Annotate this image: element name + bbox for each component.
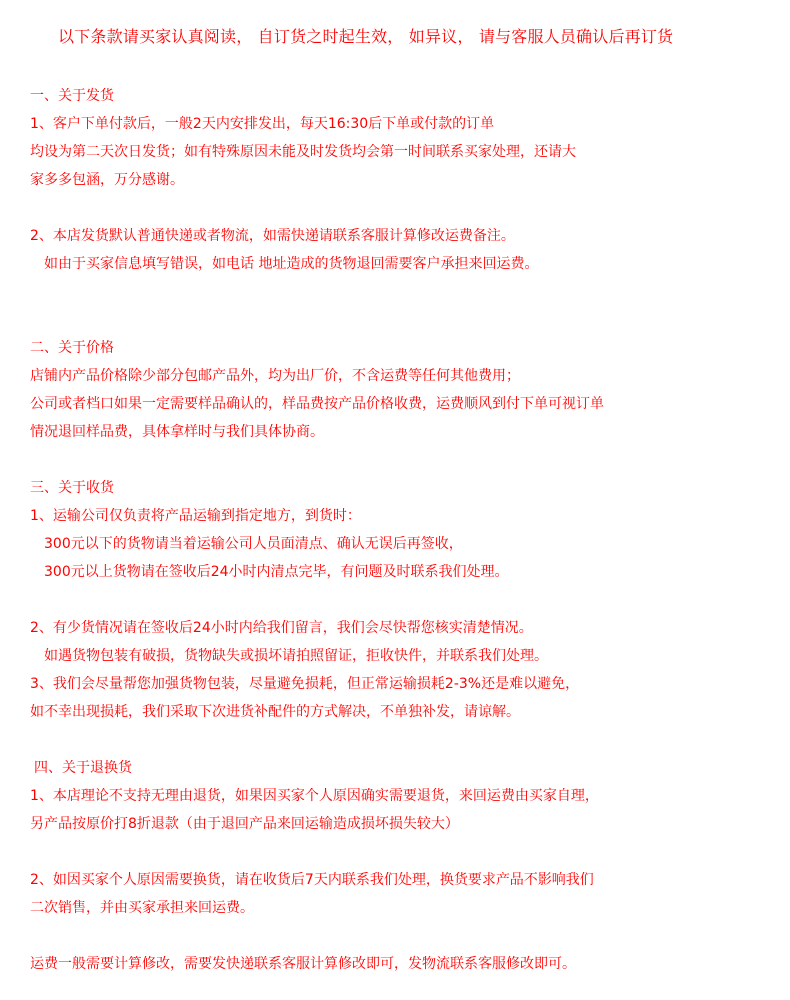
- section-4-line: 另产品按原价打8折退款（由于退回产品来回运输造成损坏损失较大）: [30, 816, 459, 832]
- section-3-line: 1、运输公司仅负责将产品运输到指定地方，到货时：: [30, 508, 361, 524]
- document-title: 以下条款请买家认真阅读， 自订货之时起生效， 如异议， 请与客服人员确认后再订货: [58, 27, 674, 46]
- section-2-line: 店铺内产品价格除少部分包邮产品外，均为出厂价，不含运费等任何其他费用；: [30, 368, 520, 384]
- section-4-line: 二次销售，并由买家承担来回运费。: [30, 900, 254, 916]
- section-3-line: 3、我们会尽量帮您加强货物包装，尽量避免损耗，但正常运输损耗2-3%还是难以避免，: [30, 676, 580, 692]
- section-1-line: 如由于买家信息填写错误，如电话 地址造成的货物退回需要客户承担来回运费。: [44, 256, 539, 272]
- section-3-line: 如遇货物包装有破损，货物缺失或损坏请拍照留证，拒收快件，并联系我们处理。: [44, 648, 548, 664]
- section-3-heading: 三、关于收货: [30, 480, 114, 496]
- section-2-line: 情况退回样品费，具体拿样时与我们具体协商。: [30, 424, 324, 440]
- section-2-line: 公司或者档口如果一定需要样品确认的，样品费按产品价格收费，运费顺风到付下单可视订单: [30, 396, 604, 412]
- section-4-line: 1、本店理论不支持无理由退货，如果因买家个人原因确实需要退货，来回运费由买家自理，: [30, 788, 599, 804]
- section-2-heading: 二、关于价格: [30, 340, 114, 356]
- section-4-heading: 四、关于退换货: [34, 760, 132, 776]
- section-3-line: 300元以下的货物请当着运输公司人员面清点、确认无误后再签收，: [44, 536, 463, 552]
- section-1-heading: 一、关于发货: [30, 88, 114, 104]
- section-1-line: 家多多包涵，万分感谢。: [30, 172, 184, 188]
- section-4-line: 2、如因买家个人原因需要换货，请在收货后7天内联系我们处理，换货要求产品不影响我们: [30, 872, 594, 888]
- section-1-line: 均设为第二天次日发货；如有特殊原因未能及时发货均会第一时间联系买家处理，还请大: [30, 144, 576, 160]
- section-3-line: 2、有少货情况请在签收后24小时内给我们留言，我们会尽快帮您核实清楚情况。: [30, 620, 533, 636]
- section-1-line: 1、客户下单付款后，一般2天内安排发出，每天16:30后下单或付款的订单: [30, 116, 495, 132]
- section-3-line: 300元以上货物请在签收后24小时内清点完毕，有问题及时联系我们处理。: [44, 564, 509, 580]
- shipping-fee-note: 运费一般需要计算修改，需要发快递联系客服计算修改即可，发物流联系客服修改即可。: [30, 956, 576, 972]
- section-3-line: 如不幸出现损耗，我们采取下次进货补配件的方式解决，不单独补发，请谅解。: [30, 704, 520, 720]
- section-1-line: 2、本店发货默认普通快递或者物流，如需快递请联系客服计算修改运费备注。: [30, 228, 515, 244]
